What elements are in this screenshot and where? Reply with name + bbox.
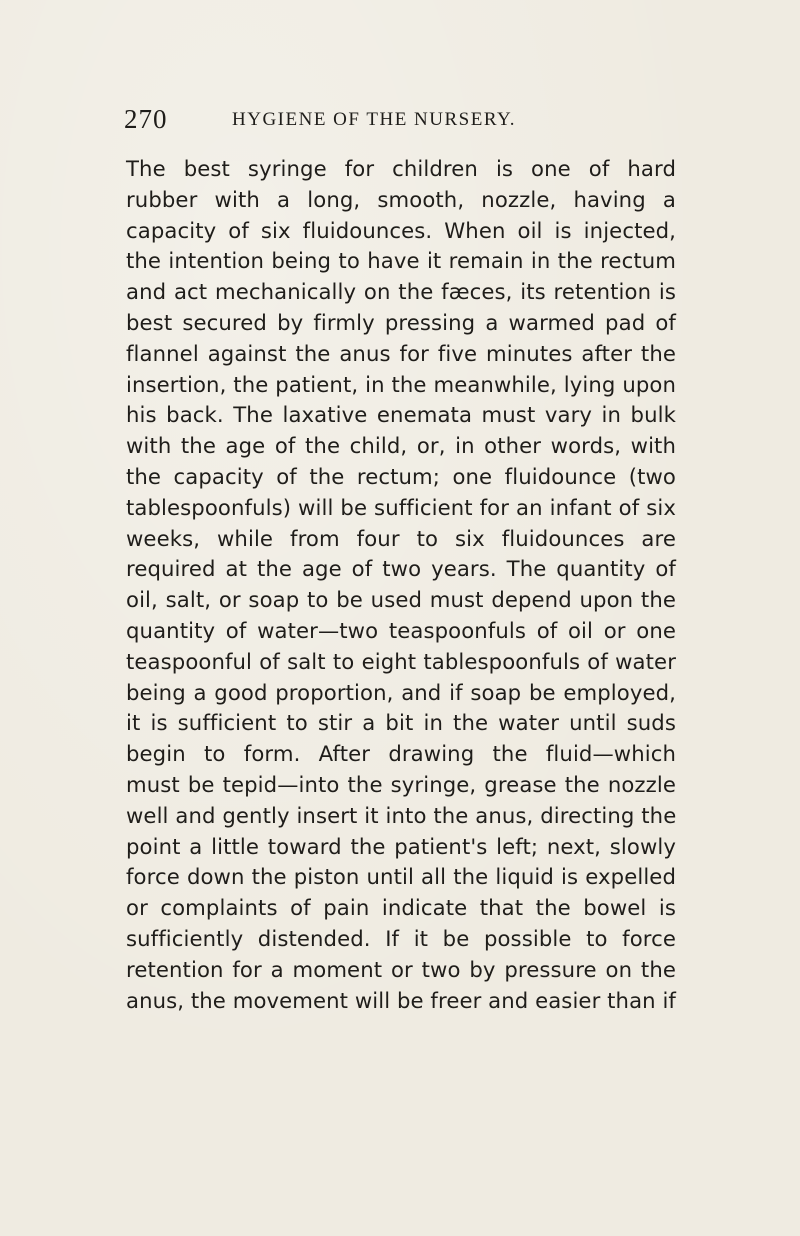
text-line: tablespoonfuls) will be sufficient for an infant of six: [126, 494, 676, 520]
text-line: quantity of water—two teaspoonfuls of oil or one: [126, 617, 676, 643]
text-line: well and gently insert it into the anus, directing the: [126, 802, 677, 828]
text-line: the intention being to have it remain in the rectum: [126, 248, 676, 274]
text-line: sufficiently distended. If it be possible to force: [126, 925, 676, 951]
text-line: being a good proportion, and if soap be employed,: [126, 679, 676, 705]
running-head: HYGIENE OF THE NURSERY.: [232, 109, 516, 130]
text-line: must be tepid—into the syringe, grease the nozzle: [126, 771, 676, 797]
page-header: [124, 104, 684, 134]
text-line: with the age of the child, or, in other words, with: [126, 433, 676, 459]
text-line: The best syringe for children is one of hard: [126, 156, 676, 181]
text-line: weeks, while from four to six fluidounces are: [126, 525, 676, 551]
body-paragraph: [126, 154, 676, 1016]
text-line: point a little toward the patient's left; next, slowly: [126, 833, 676, 859]
text-line: rubber with a long, smooth, nozzle, having a: [126, 186, 676, 212]
text-line: oil, salt, or soap to be used must depend upon the: [126, 587, 676, 613]
text-line: retention for a moment or two by pressure on the: [126, 956, 676, 982]
text-line: and act mechanically on the fæces, its retention is: [126, 279, 676, 305]
text-line: capacity of six fluidounces. When oil is injected,: [126, 217, 676, 243]
text-line: the capacity of the rectum; one fluidounce (two: [126, 463, 676, 489]
text-line: teaspoonful of salt to eight tablespoonfuls of water: [126, 648, 676, 674]
text-line: required at the age of two years. The quantity of: [126, 556, 676, 582]
text-line: best secured by firmly pressing a warmed pad of: [126, 309, 676, 335]
text-line: force down the piston until all the liquid is expelled: [126, 864, 676, 890]
text-line: flannel against the anus for five minutes after the: [126, 340, 676, 366]
text-line: his back. The laxative enemata must vary in bulk: [126, 402, 676, 428]
text-line: anus, the movement will be freer and easier than if: [126, 987, 676, 1013]
text-line: or complaints of pain indicate that the bowel is: [126, 895, 676, 921]
text-line: it is sufficient to stir a bit in the water until suds: [126, 710, 676, 736]
text-line: insertion, the patient, in the meanwhile, lying upon: [126, 371, 676, 397]
text-line: begin to form. After drawing the fluid—which: [126, 741, 676, 767]
page-number: 270: [124, 104, 168, 134]
